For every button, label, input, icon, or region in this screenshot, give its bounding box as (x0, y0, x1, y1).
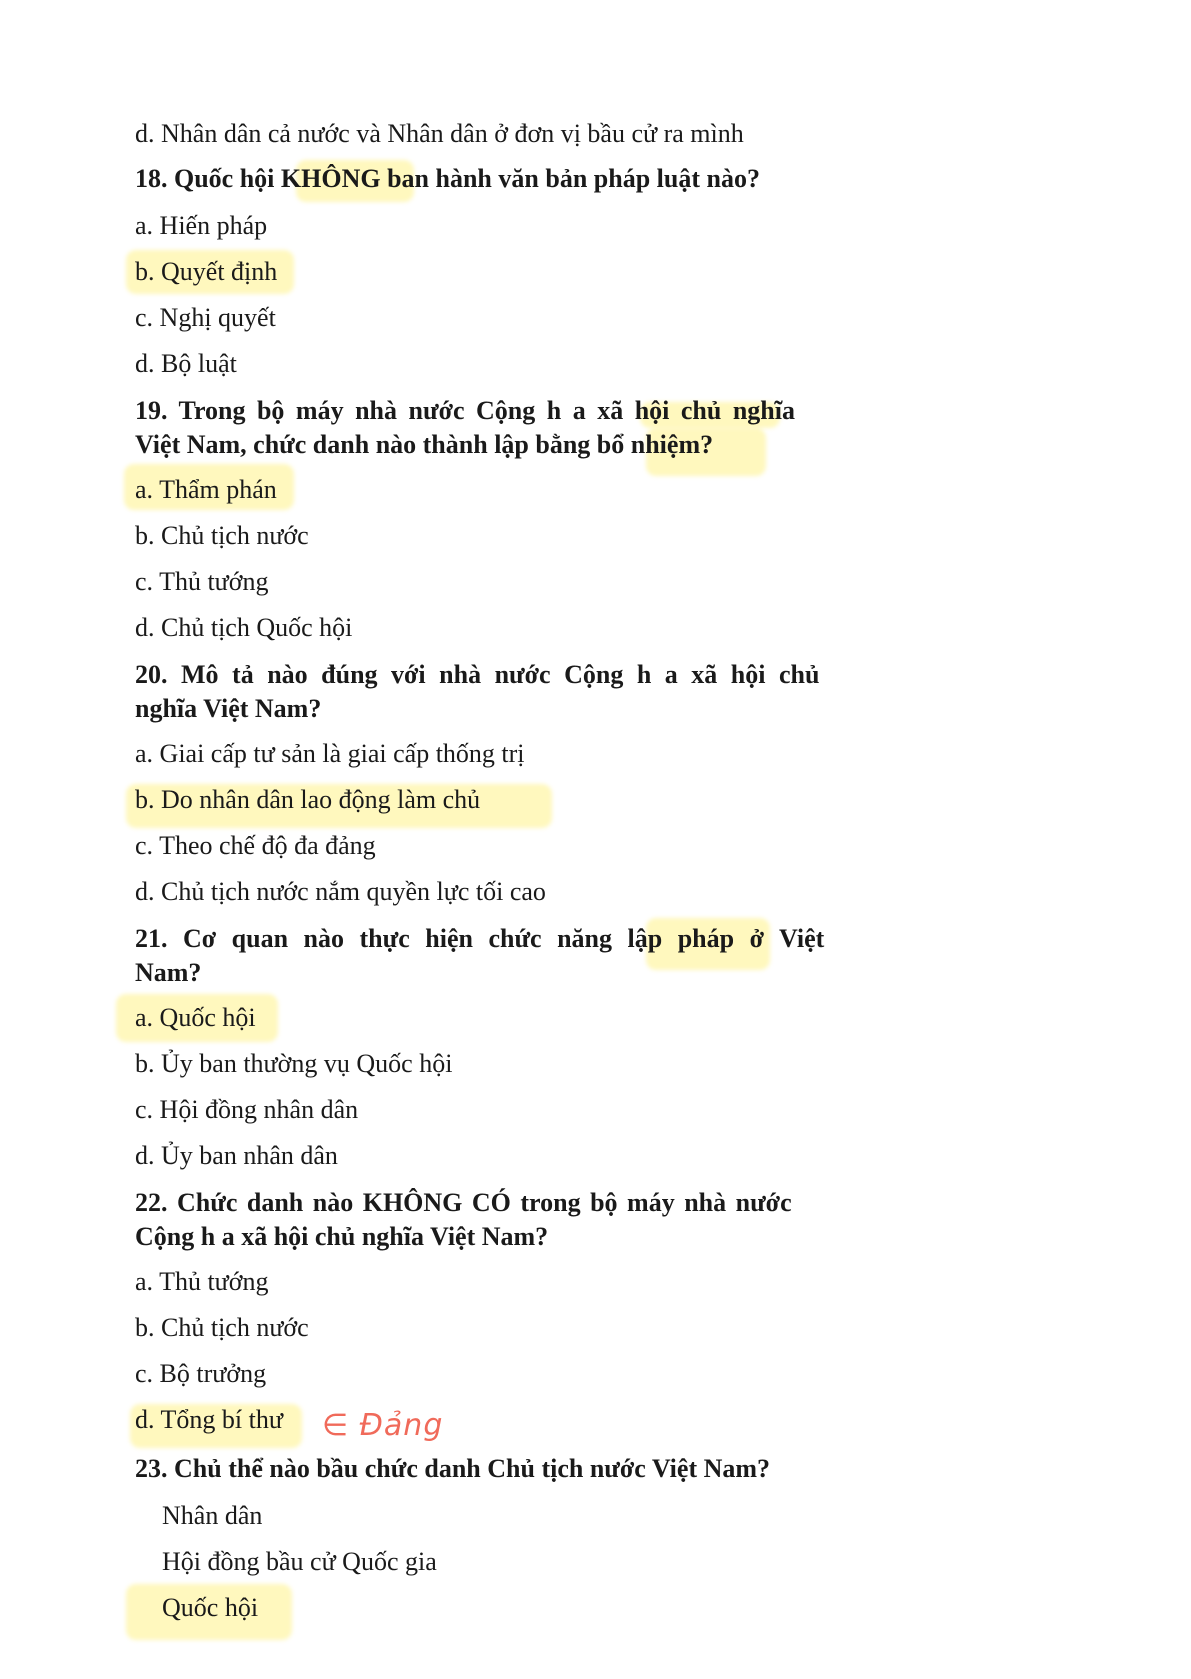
q23-option-a: Nhân dân (162, 1501, 263, 1530)
q19-question-line2-end: ? (700, 430, 714, 459)
q18-option-c: c. Nghị quyết (135, 303, 276, 332)
q18-option-b: b. Quyết định (135, 257, 278, 286)
q23-option-c: Quốc hội (162, 1593, 259, 1622)
q18-question-start: 18. Quốc hội (135, 164, 281, 193)
q19-question-line2 (135, 428, 855, 462)
q21-question-highlight: lập pháp (627, 924, 735, 953)
q19-option-c: c. Thủ tướng (135, 567, 269, 596)
q22-question-line2: Cộng h a xã hội chủ nghĩa Việt Nam? (135, 1222, 549, 1251)
q23-option-b: Hội đồng bầu cử Quốc gia (162, 1547, 437, 1576)
q19-question-line2-start: Việt Nam, chức danh nào thành lập bằng (135, 430, 597, 459)
q18-option-a: a. Hiến pháp (135, 211, 268, 240)
q22-question-line1: 22. Chức danh nào KHÔNG CÓ trong bộ máy nhà nước (135, 1188, 792, 1217)
q22-option-a: a. Thủ tướng (135, 1267, 269, 1296)
q19-option-b: b. Chủ tịch nước (135, 521, 309, 550)
q18-question-highlight: KHÔNG (280, 164, 381, 193)
q19-option-a: a. Thẩm phán (135, 475, 277, 504)
q22-option-c: c. Bộ trưởng (135, 1359, 267, 1388)
q21-option-a: a. Quốc hội (135, 1003, 256, 1032)
q19-option-d: d. Chủ tịch Quốc hội (135, 613, 353, 642)
q18-option-d: d. Bộ luật (135, 349, 237, 378)
q21-option-b: b. Ủy ban thường vụ Quốc hội (135, 1049, 453, 1078)
q20-option-a: a. Giai cấp tư sản là giai cấp thống trị (135, 739, 525, 768)
q21-question-line1-start: 21. Cơ quan nào thực hiện chức năng (135, 924, 628, 953)
q22-option-d: d. Tổng bí thư (135, 1405, 283, 1434)
handwritten-note: ∈ Đảng (322, 1408, 444, 1443)
q21-question-line1-end: ở Việt (734, 924, 825, 953)
q19-question-line1: 19. Trong bộ máy nhà nước Cộng h a xã hội chủ nghĩa (135, 396, 795, 425)
q20-question-line2: nghĩa Việt Nam? (135, 694, 322, 723)
q23-question: 23. Chủ thể nào bầu chức danh Chủ tịch nước Việt Nam? (135, 1454, 771, 1483)
q20-option-c: c. Theo chế độ đa đảng (135, 831, 376, 860)
q20-option-d: d. Chủ tịch nước nắm quyền lực tối cao (135, 877, 546, 906)
q18-question-end: ban hành văn bản pháp luật nào? (380, 164, 760, 193)
q20-option-b: b. Do nhân dân lao động làm chủ (135, 785, 481, 814)
q20-question-line1: 20. Mô tả nào đúng với nhà nước Cộng h a xã hội chủ (135, 660, 820, 689)
q21-question-line1 (135, 922, 855, 956)
q21-option-d: d. Ủy ban nhân dân (135, 1141, 338, 1170)
q19-question-highlight: bổ nhiệm (596, 430, 701, 459)
q21-option-c: c. Hội đồng nhân dân (135, 1095, 359, 1124)
q17-option-d: d. Nhân dân cả nước và Nhân dân ở đơn vị bầu cử ra mình (135, 119, 744, 148)
q18-question (135, 162, 855, 196)
q22-option-b: b. Chủ tịch nước (135, 1313, 309, 1342)
q21-question-line2: Nam? (135, 958, 202, 987)
